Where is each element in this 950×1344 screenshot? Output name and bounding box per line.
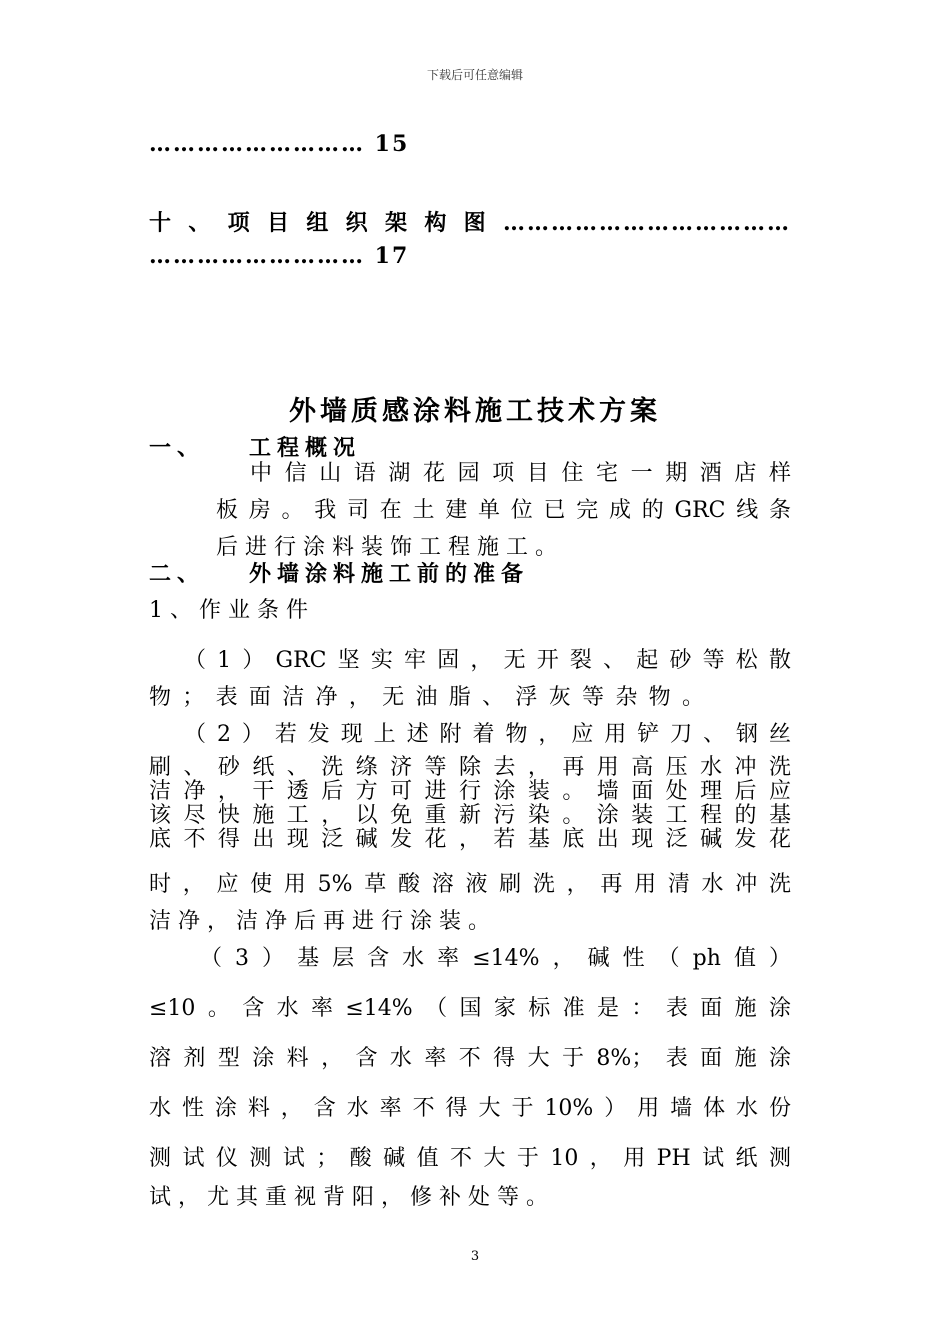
item-1-line-2: 物；表面洁净，无油脂、浮灰等杂物。 xyxy=(149,685,704,710)
item-2-tight-line-4: 底不得出现泛碱发花，若基底出现泛碱发花 xyxy=(149,827,791,852)
item-3-line-4: 水性涂料，含水率不得大于10%）用墙体水份 xyxy=(149,1096,791,1121)
section-2-heading: 外墙涂料施工前的准备 xyxy=(249,561,530,587)
item-3-line-3: 溶剂型涂料，含水率不得大于8%；表面施涂 xyxy=(149,1046,791,1071)
item-2-line-rest-1: 时，应使用5%草酸溶液刷洗，再用清水冲洗 xyxy=(149,872,791,897)
item-3-line-6: 试，尤其重视背阳，修补处等。 xyxy=(149,1185,556,1210)
section-1-line-2: 板房。我司在土建单位已完成的GRC线条 xyxy=(216,498,791,523)
item-1-line-1: （1）GRC坚实牢固，无开裂、起砂等松散 xyxy=(184,648,791,673)
item-2-tight-line-1: 刷、砂纸、洗绦济等除去，再用高压水冲洗 xyxy=(149,755,791,780)
section-1-line-3: 后进行涂料装饰工程施工。 xyxy=(216,535,565,560)
item-2-line-rest-2: 洁净，洁净后再进行涂装。 xyxy=(149,909,498,934)
toc-line-continuation: ……………………… 15 xyxy=(149,131,410,157)
page-header: 下载后可任意编辑 xyxy=(426,68,523,82)
item-3-line-2: ≤10。含水率≤14%（国家标准是：表面施涂 xyxy=(149,996,791,1021)
section-1-heading: 工程概况 xyxy=(249,435,362,461)
item-3-line-5: 测试仪测试；酸碱值不大于10，用PH试纸测 xyxy=(149,1146,791,1171)
page-number: 3 xyxy=(470,1249,480,1264)
section-1-number: 一、 xyxy=(149,435,206,461)
item-2-line-1: （2）若发现上述附着物，应用铲刀、钢丝 xyxy=(184,722,791,747)
subsection-work-conditions: 1、作业条件 xyxy=(149,598,315,623)
toc-line-continuation-2: ……………………… 17 xyxy=(149,243,410,269)
item-2-tight-line-2: 洁净，干透后方可进行涂装。墙面处理后应 xyxy=(149,779,791,804)
toc-entry-org-chart: 十 、 项 目 组 织 架 构 图 ……………………………… xyxy=(149,210,791,236)
section-1-line-1: 中信山语湖花园项目住宅一期酒店样 xyxy=(250,461,791,486)
section-2-number: 二、 xyxy=(149,561,206,587)
document-title: 外墙质感涂料施工技术方案 xyxy=(289,396,661,427)
item-2-tight-line-3: 该尽快施工，以免重新污染。涂装工程的基 xyxy=(149,803,791,828)
item-3-line-1: （3）基层含水率≤14%，碱性（ph值） xyxy=(200,946,791,971)
